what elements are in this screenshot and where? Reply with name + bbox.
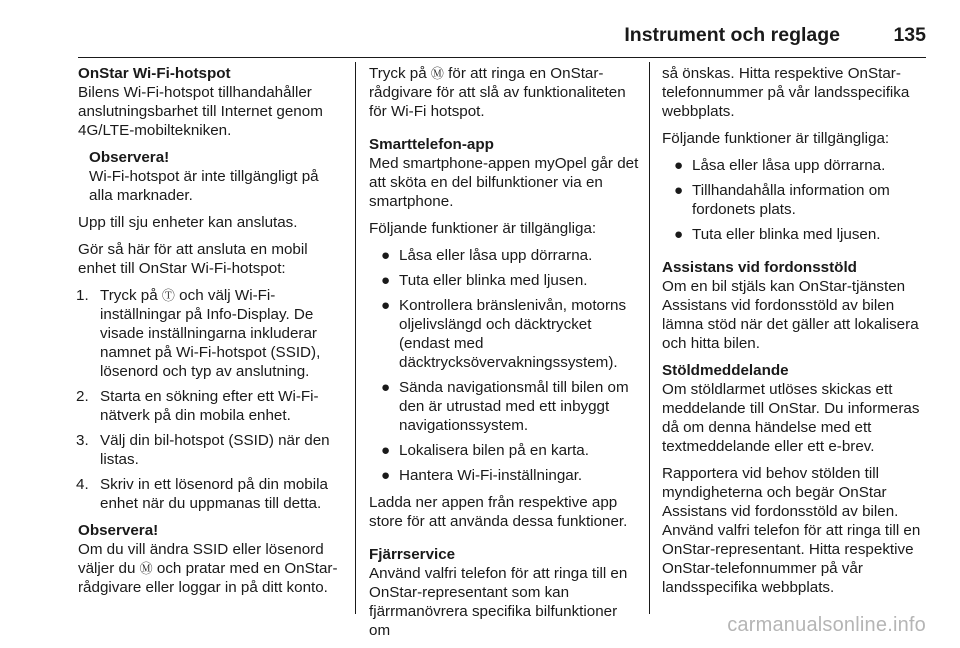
watermark: carmanualsonline.info — [727, 614, 926, 636]
bullet-icon: ● — [674, 157, 684, 174]
list-text: Låsa eller låsa upp dörrarna. — [692, 157, 886, 174]
section-title: Instrument och reglage — [624, 24, 840, 46]
step-text: Välj din bil-hotspot (SSID) när den listas. — [100, 432, 330, 468]
bullet-icon: ● — [381, 297, 391, 314]
step-text: Skriv in ett lösenord på din mobila enhet när du uppmanas till detta. — [100, 476, 328, 512]
connect-steps-list — [78, 286, 346, 513]
onstar-m-icon: Ⓜ — [139, 561, 153, 576]
note-text: Om du vill ändra SSID eller lösenord väljer du — [78, 541, 324, 577]
theft-alarm-section — [662, 361, 930, 456]
bullet-icon: ● — [381, 247, 391, 264]
step-item — [78, 286, 346, 381]
column-divider-2 — [649, 62, 650, 614]
step-number: 3. — [76, 432, 89, 449]
smartphone-app-section — [369, 135, 639, 211]
functions-intro: Följande funktioner är tillgängliga: — [662, 130, 890, 147]
bullet-icon: ● — [674, 182, 684, 199]
body-text: för att ringa en OnStar-rådgivare för att slå av funktionaliteten för Wi-Fi hotspot. — [369, 65, 626, 120]
step-text: och välj Wi-Fi-inställningar på Info-Display. De visade inställningarna inkluderar namnet på Wi-Fi-hotspot (SSID), lösenord och typ av anslutning. — [100, 287, 321, 380]
column-1 — [78, 64, 346, 605]
app-functions-list — [369, 246, 639, 485]
bullet-icon: ● — [674, 226, 684, 243]
body-text: Om stöldlarmet utlöses skickas ett meddelande till OnStar. Du informeras då om denna händelse med ett textmeddelande eller ett e-brev. — [662, 381, 920, 455]
heading-theft-notification: Stöldmeddelande — [662, 362, 789, 379]
bullet-icon: ● — [381, 442, 391, 459]
theft-assistance-section — [662, 258, 930, 353]
list-item — [369, 271, 639, 290]
list-item — [369, 378, 639, 435]
list-item — [369, 441, 639, 460]
note-title: Observera! — [78, 522, 159, 539]
bullet-icon: ● — [381, 467, 391, 484]
app-download-text: Ladda ner appen från respektive app store för att använda dessa funktioner. — [369, 494, 628, 530]
body-text: Om en bil stjäls kan OnStar-tjänsten Assistans vid fordonsstöld av bilen lämna stöd när det gäller att lokalisera och hitta bilen. — [662, 278, 919, 352]
wifi-hotspot-intro: Bilens Wi-Fi-hotspot tillhandahåller anslutningsbarhet till Internet genom 4G/LTE-mobiltekniken. — [78, 84, 323, 139]
step-item — [78, 475, 346, 513]
list-text: Hantera Wi-Fi-inställningar. — [399, 467, 583, 484]
list-item — [662, 156, 930, 175]
heading-smartphone-app: Smarttelefon-app — [369, 136, 494, 153]
list-text: Tuta eller blinka med ljusen. — [692, 226, 881, 243]
note-title: Observera! — [89, 149, 170, 166]
page-header — [78, 24, 926, 50]
column-3 — [662, 64, 930, 605]
bullet-icon: ● — [381, 272, 391, 289]
note-text: Wi-Fi-hotspot är inte tillgängligt på alla marknader. — [89, 168, 319, 204]
remote-service-section — [369, 545, 639, 640]
onstar-m-icon: Ⓜ — [430, 66, 444, 81]
remote-functions-list — [662, 156, 930, 244]
list-text: Lokalisera bilen på en karta. — [399, 442, 589, 459]
onstar-t-icon: Ⓣ — [161, 288, 175, 303]
functions-intro: Följande funktioner är tillgängliga: — [369, 220, 597, 237]
list-text: Sända navigationsmål till bilen om den är utrustad med ett inbyggt navigationssystem. — [399, 379, 629, 434]
wifi-off-text — [369, 64, 639, 121]
body-text: Använd valfri telefon för att ringa till en OnStar-representant som kan fjärrmanövrera specifika bilfunktioner om — [369, 565, 628, 639]
list-item — [662, 181, 930, 219]
list-text: Tuta eller blinka med ljusen. — [399, 272, 588, 289]
header-rule — [78, 57, 926, 58]
heading-wifi-hotspot: OnStar Wi-Fi-hotspot — [78, 65, 231, 82]
device-count-text: Upp till sju enheter kan anslutas. — [78, 214, 298, 231]
connect-intro-text: Gör så här för att ansluta en mobil enhet till OnStar Wi-Fi-hotspot: — [78, 241, 308, 277]
body-text: Med smartphone-appen myOpel går det att sköta en del bilfunktioner via en smartphone. — [369, 155, 639, 210]
column-divider-1 — [355, 62, 356, 614]
theft-report-text: Rapportera vid behov stölden till myndigheterna och begär OnStar Assistans vid fordonsstöld av bilen. Använd valfri telefon för att ringa till en OnStar-representant. Hitta respektive OnStar-telefonnummer på vår landsspecifika webbplats. — [662, 465, 921, 596]
step-number: 2. — [76, 388, 89, 405]
list-item — [662, 225, 930, 244]
bullet-icon: ● — [381, 379, 391, 396]
heading-remote-service: Fjärrservice — [369, 546, 456, 563]
remote-service-continued: så önskas. Hitta respektive OnStar-telefonnummer på vår landsspecifika webbplats. — [662, 65, 910, 120]
list-item — [369, 246, 639, 265]
step-text: Starta en sökning efter ett Wi-Fi-nätverk på din mobila enhet. — [100, 388, 319, 424]
wifi-hotspot-section — [78, 64, 346, 140]
column-2 — [369, 64, 639, 648]
list-text: Tillhandahålla information om fordonets plats. — [692, 182, 890, 218]
note-ssid — [78, 521, 346, 597]
step-item — [78, 387, 346, 425]
step-number: 4. — [76, 476, 89, 493]
page-number: 135 — [893, 24, 926, 46]
step-item — [78, 431, 346, 469]
note-availability — [89, 148, 346, 205]
list-text: Kontrollera bränslenivån, motorns oljelivslängd och däcktrycket (endast med däcktrycksövervakningssystem). — [399, 297, 627, 371]
list-item — [369, 296, 639, 372]
heading-theft-assistance: Assistans vid fordonsstöld — [662, 259, 857, 276]
step-number: 1. — [76, 287, 89, 304]
list-item — [369, 466, 639, 485]
step-text: Tryck på — [100, 287, 158, 304]
body-text: Tryck på — [369, 65, 427, 82]
list-text: Låsa eller låsa upp dörrarna. — [399, 247, 593, 264]
note-text: och pratar med en OnStar-rådgivare eller loggar in på ditt konto. — [78, 560, 338, 596]
